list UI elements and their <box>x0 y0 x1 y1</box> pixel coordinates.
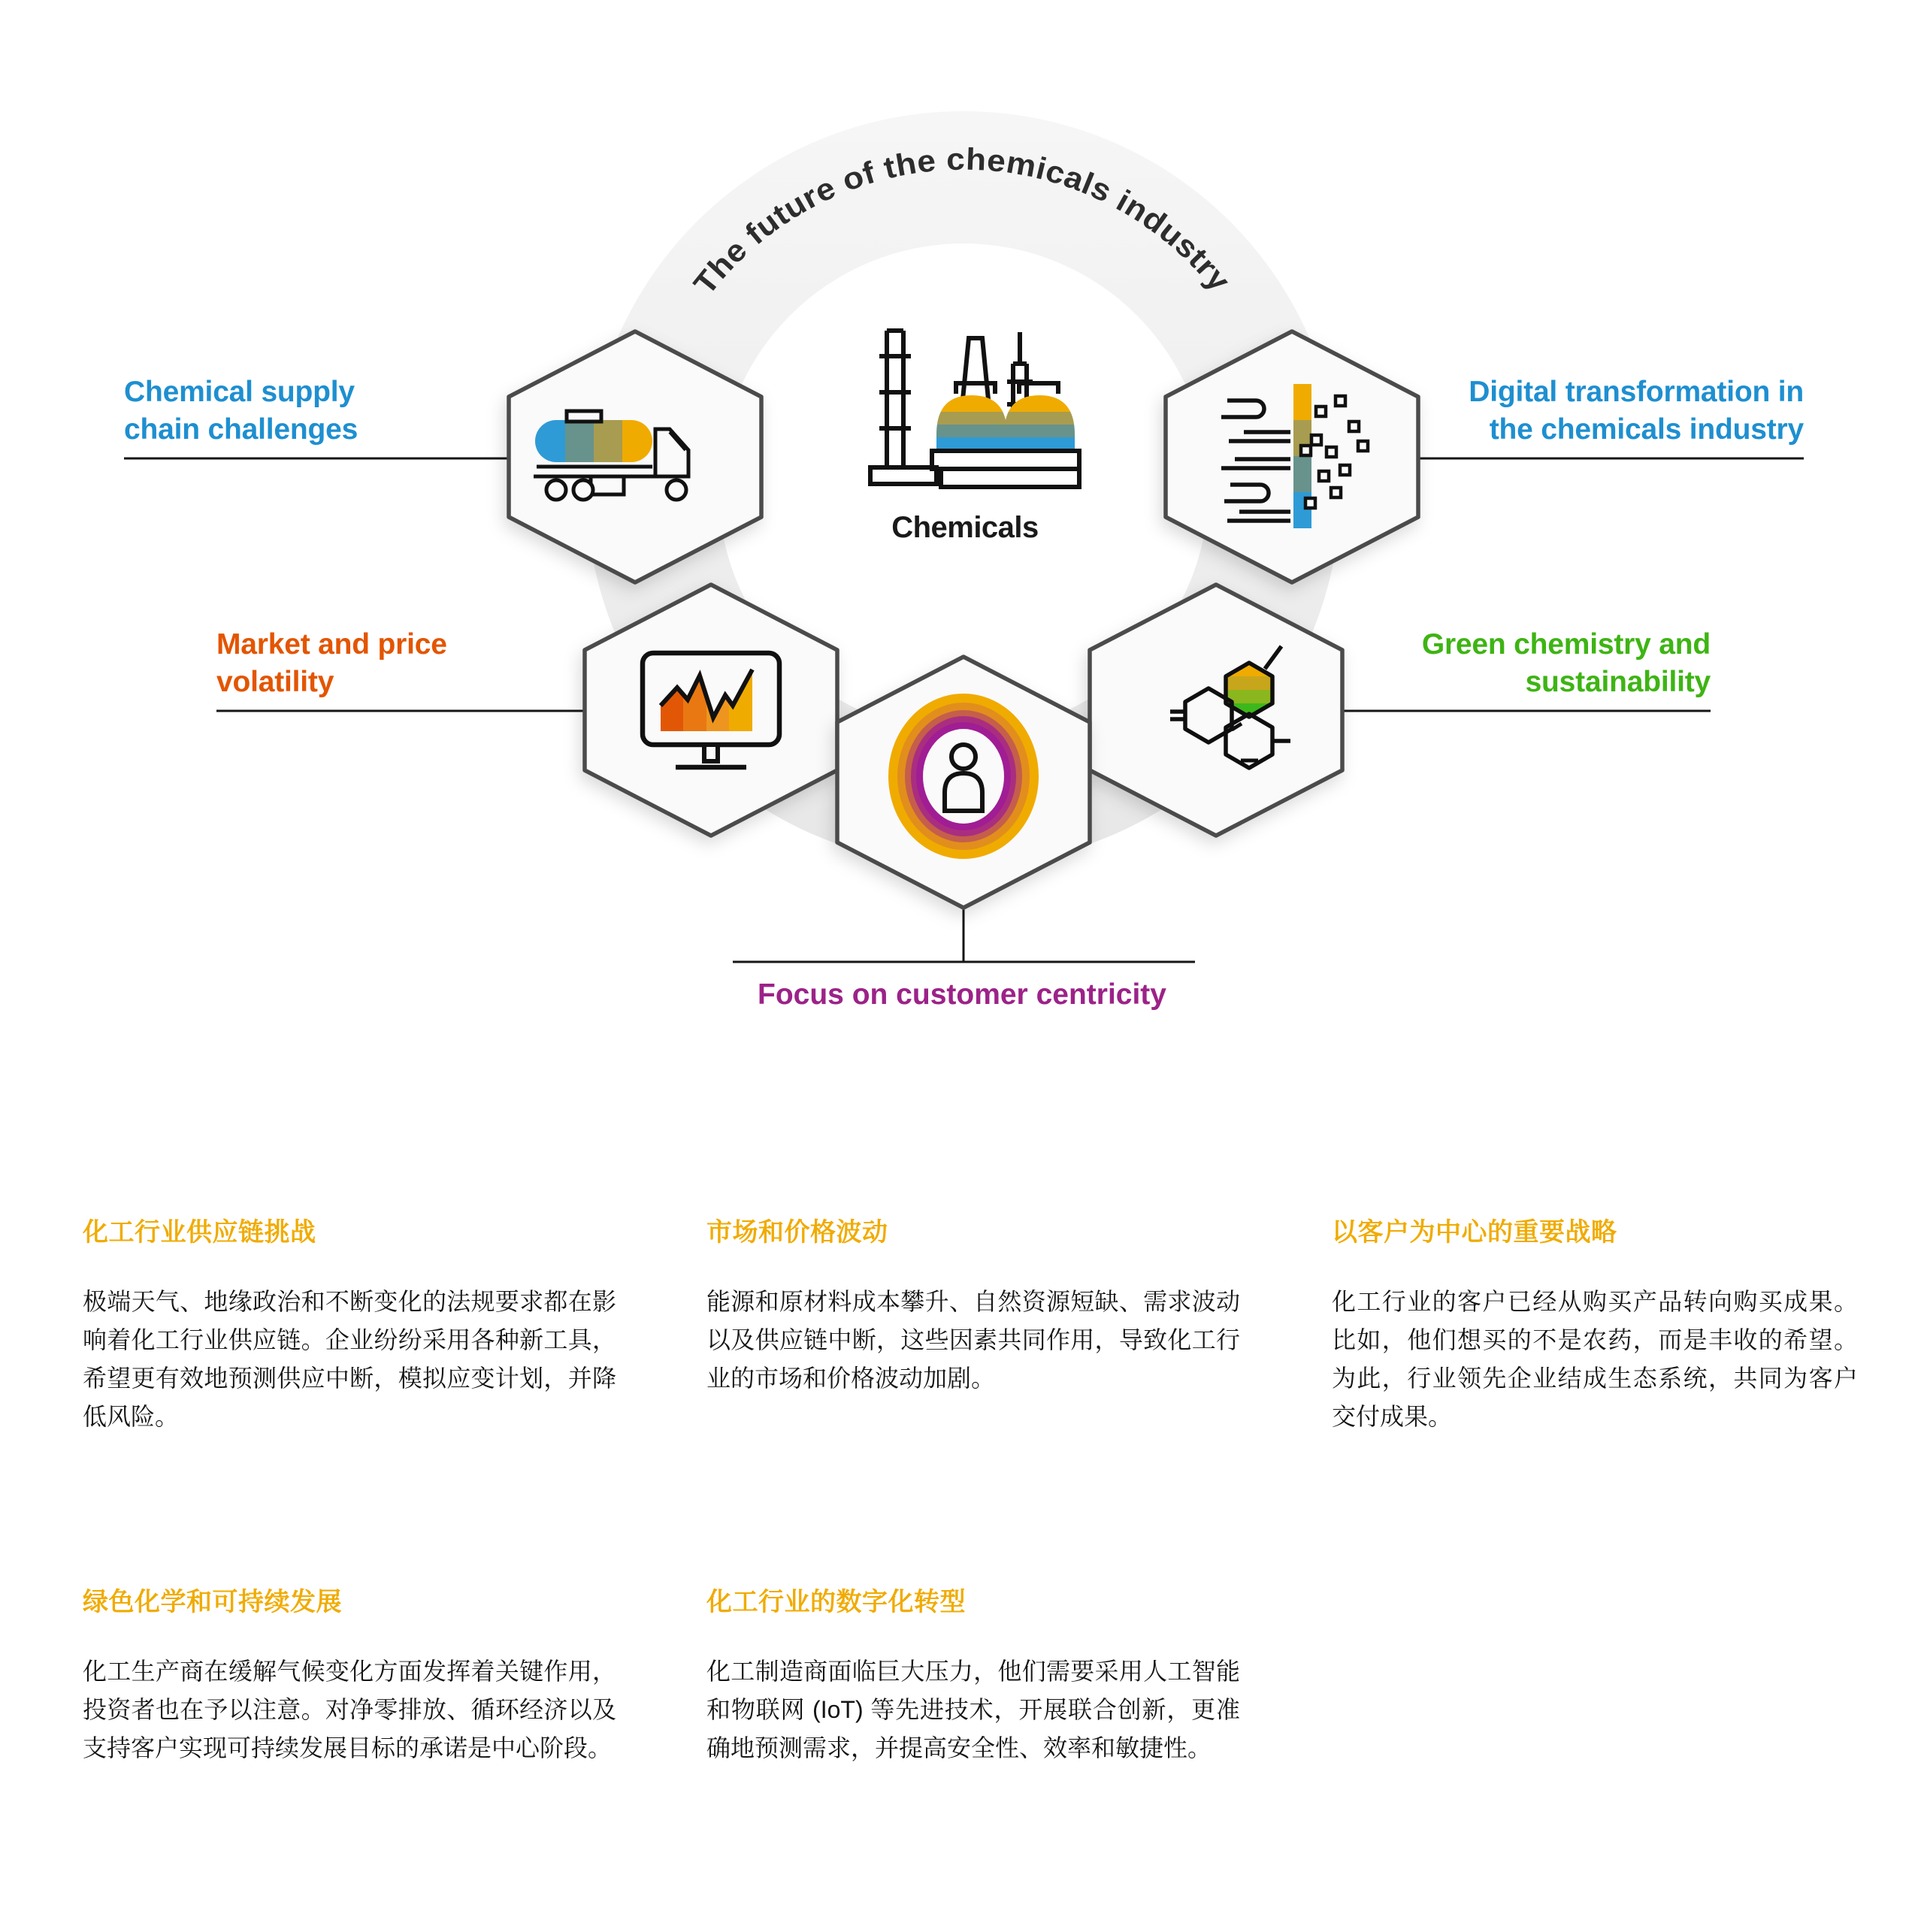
label-line: Digital transformation in <box>1469 376 1804 408</box>
section-green-chemistry <box>83 1581 616 1767</box>
label-customer-centricity[interactable]: Focus on customer centricity <box>758 978 1166 1011</box>
label-line: Green chemistry and <box>1421 628 1711 661</box>
section-body: 能源和原材料成本攀升、自然资源短缺、需求波动以及供应链中断，这些因素共同作用，导致化工行业的市场和价格波动加剧。 <box>706 1288 1240 1392</box>
section-body: 化工制造商面临巨大压力，他们需要采用人工智能和物联网 (IoT) 等先进技术，开展联合创新，更准确地预测需求，并提高安全性、效率和敏捷性。 <box>706 1658 1240 1761</box>
label-line: volatility <box>216 666 334 698</box>
label-line: the chemicals industry <box>1489 413 1804 446</box>
section-heading: 绿色化学和可持续发展 <box>83 1588 342 1616</box>
section-body: 极端天气、地缘政治和不断变化的法规要求都在影响着化工行业供应链。企业纷纷采用各种新工具，希望更有效地预测供应中断，模拟应变计划，并降低风险。 <box>83 1288 616 1430</box>
section-market-volatility <box>706 1211 1240 1398</box>
section-customer-centricity <box>1332 1211 1858 1436</box>
label-line: Market and price <box>216 628 447 661</box>
label-line: Chemical supply <box>124 376 355 408</box>
section-heading: 市场和价格波动 <box>706 1218 888 1247</box>
center-label-chemicals: Chemicals <box>891 511 1039 544</box>
section-heading: 化工行业供应链挑战 <box>83 1218 316 1247</box>
label-line: chain challenges <box>124 413 358 446</box>
label-supply-chain[interactable] <box>124 373 515 449</box>
person-icon <box>888 694 1039 859</box>
section-heading: 化工行业的数字化转型 <box>706 1588 966 1616</box>
label-line: sustainability <box>1525 666 1711 698</box>
section-supply-chain <box>83 1211 616 1436</box>
arc-title-text: The future of the chemicals industry <box>686 141 1237 301</box>
section-heading: 以客户为中心的重要战略 <box>1332 1218 1617 1247</box>
section-body: 化工行业的客户已经从购买产品转向购买成果。比如，他们想买的不是农药，而是丰收的希望。为此，行业领先企业结成生态系统，共同为客户交付成果。 <box>1332 1288 1858 1430</box>
section-body: 化工生产商在缓解气候变化方面发挥着关键作用，投资者也在予以注意。对净零排放、循环经济以及支持客户实现可持续发展目标的承诺是中心阶段。 <box>83 1658 616 1761</box>
label-digital-transformation[interactable] <box>1338 373 1804 449</box>
section-digital-transformation <box>706 1581 1240 1767</box>
label-green-chemistry[interactable] <box>1290 626 1711 701</box>
label-market-volatility[interactable] <box>216 626 607 701</box>
